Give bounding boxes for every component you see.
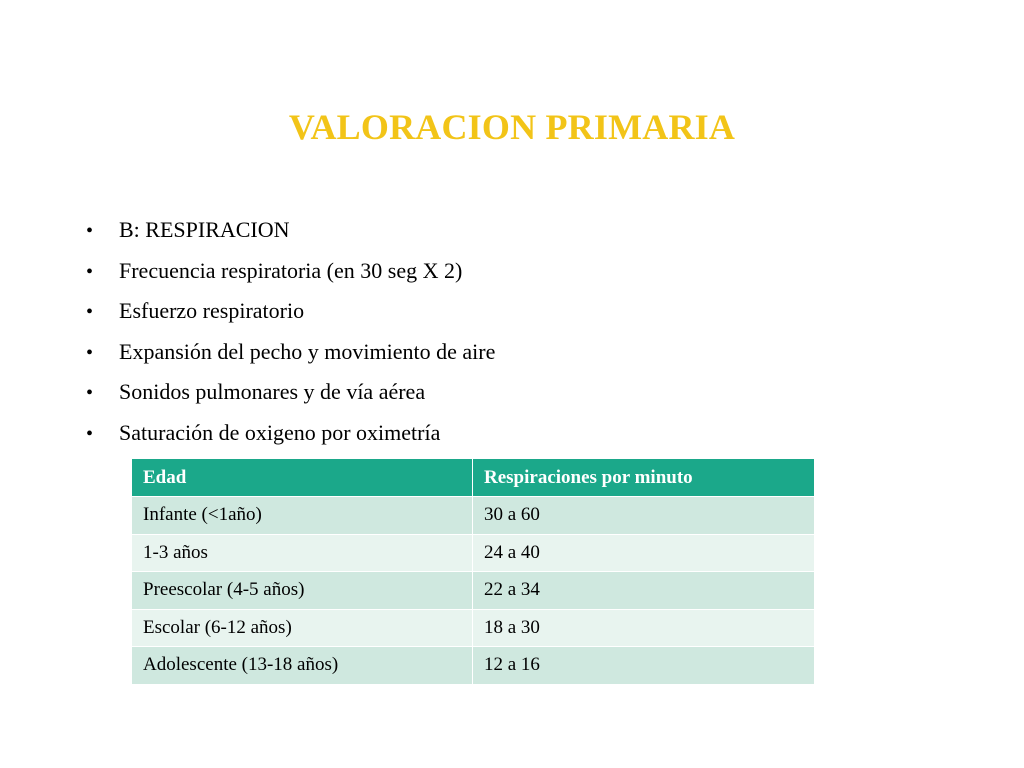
bullet-icon: •: [86, 260, 94, 283]
cell-rate: 12 a 16: [473, 647, 815, 685]
bullet-icon: •: [86, 220, 94, 242]
cell-age: 1-3 años: [132, 534, 473, 572]
bullet-list: [86, 212, 495, 455]
table-row: [132, 609, 815, 647]
bullet-text: Esfuerzo respiratorio: [119, 298, 305, 323]
bullet-icon: •: [86, 341, 94, 364]
cell-age: Escolar (6-12 años): [132, 609, 473, 647]
bullet-text: Sonidos pulmonares y de vía aérea: [119, 379, 426, 404]
cell-age: Adolescente (13-18 años): [132, 647, 473, 685]
table-row: [132, 497, 815, 535]
table-row: [132, 534, 815, 572]
bullet-item: [86, 253, 495, 294]
cell-rate: 18 a 30: [473, 609, 815, 647]
bullet-icon: •: [86, 382, 94, 404]
table-header-row: [132, 459, 815, 497]
table-row: [132, 647, 815, 685]
bullet-text: B: RESPIRACION: [119, 217, 290, 242]
bullet-item: [86, 212, 495, 253]
cell-rate: 22 a 34: [473, 572, 815, 610]
cell-rate: 30 a 60: [473, 497, 815, 535]
bullet-item: [86, 293, 495, 334]
bullet-text: Expansión del pecho y movimiento de aire: [119, 338, 496, 364]
header-age: Edad: [132, 459, 473, 497]
slide-title: VALORACION PRIMARIA: [288, 107, 736, 147]
cell-rate: 24 a 40: [473, 534, 815, 572]
bullet-item: [86, 415, 495, 456]
bullet-item: [86, 374, 495, 415]
bullet-icon: •: [86, 301, 94, 323]
bullet-icon: •: [86, 422, 94, 445]
bullet-item: [86, 334, 495, 375]
table-row: [132, 572, 815, 610]
respiration-rate-table: [131, 458, 815, 685]
bullet-text: Saturación de oxigeno por oximetría: [119, 419, 441, 445]
cell-age: Infante (<1año): [132, 497, 473, 535]
cell-age: Preescolar (4-5 años): [132, 572, 473, 610]
header-breaths-per-minute: Respiraciones por minuto: [473, 459, 815, 497]
bullet-text: Frecuencia respiratoria (en 30 seg X 2): [119, 257, 463, 283]
